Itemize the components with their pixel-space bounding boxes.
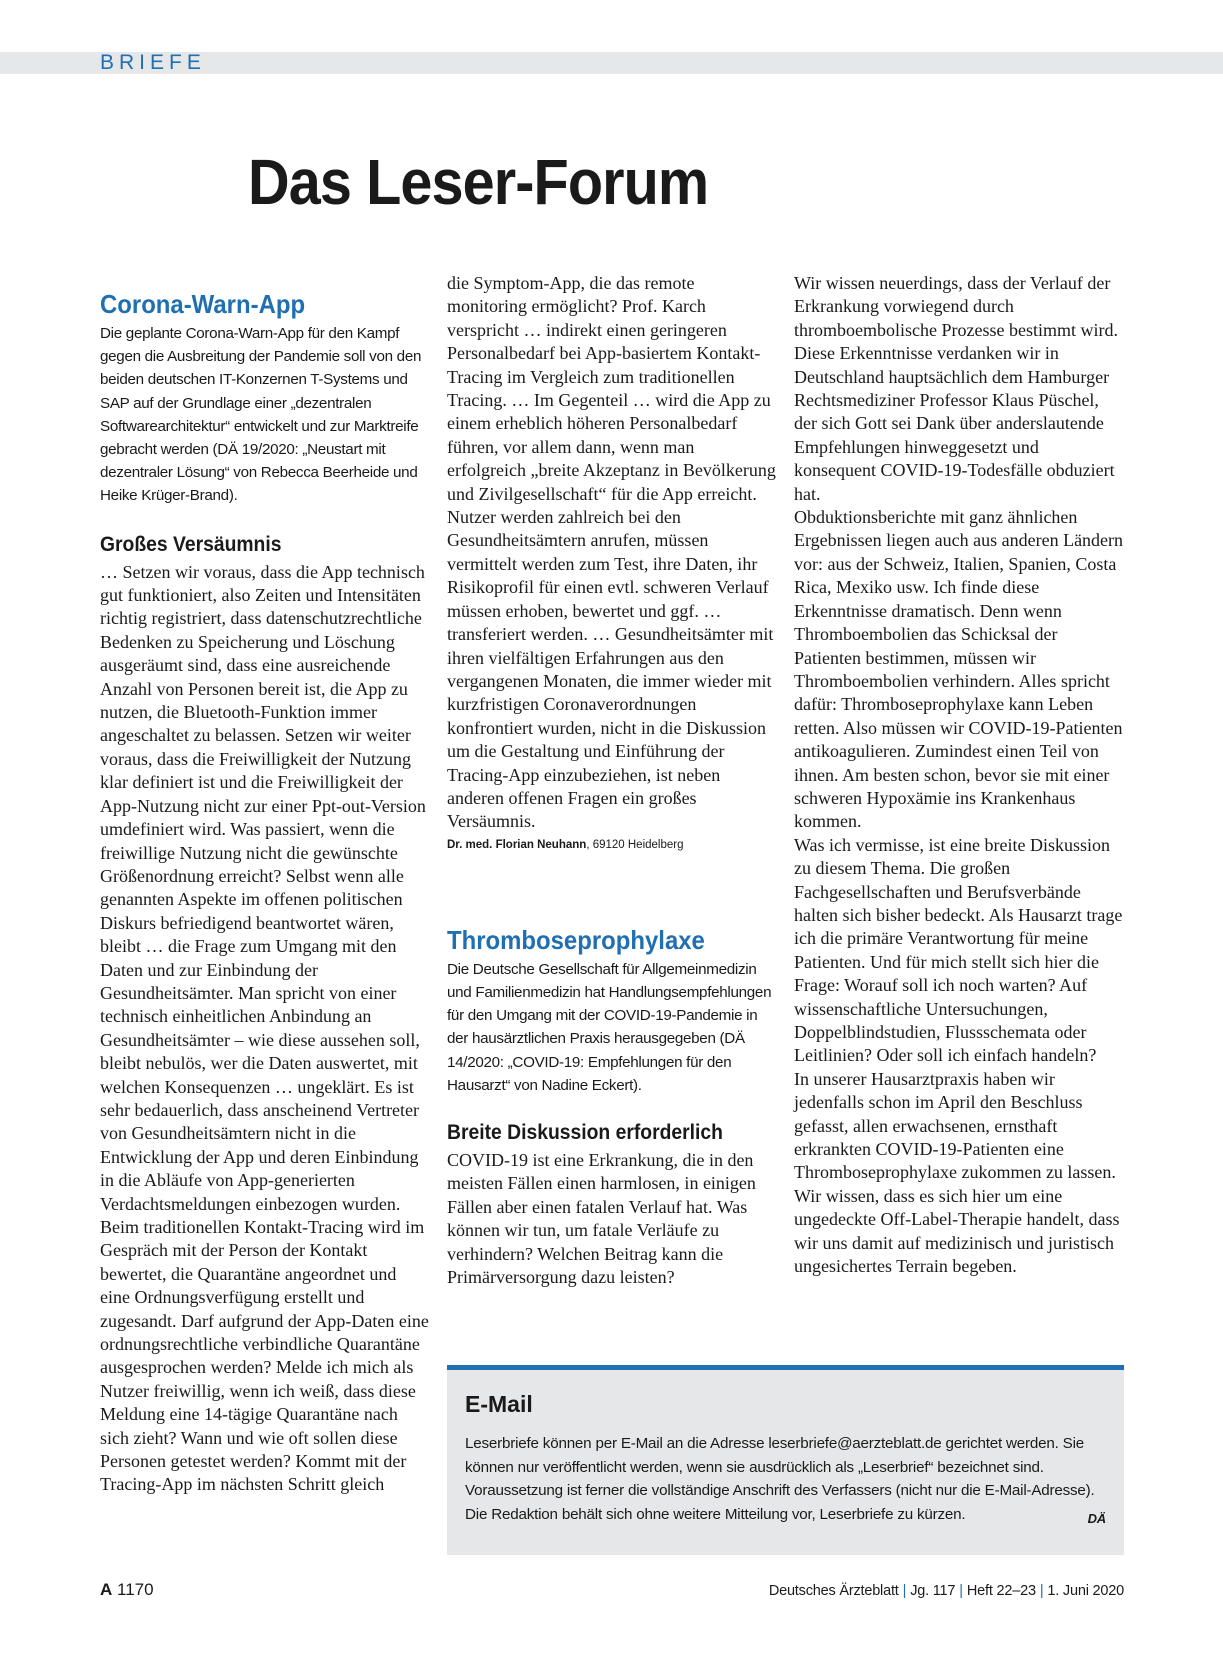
section-label: BRIEFE — [100, 51, 206, 74]
email-box-text — [465, 1432, 1106, 1526]
letter-body: … Setzen wir voraus, dass die App technisch gut funktioniert, also Zeiten und Intensitäten richtig registriert, dass datenschutzrechtliche Bedenken zu Speicherung und Löschung ausgeräumt sind, dass eine ausreichende Anzahl von Personen bereit ist, die App zu nutzen, die Bluetooth-Funktion immer angeschaltet zu belassen. Setzen wir weiter voraus, dass die Freiwilligkeit der Nutzung klar definiert ist und die Freiwilligkeit der App-Nutzung nicht zur einer Ppt-out-Version umdefiniert wird. Was passiert, wenn die freiwillige Nutzung nicht die gewünschte Größenordnung erreicht? Selbst wenn alle genannten Aspekte im offenen politischen Diskurs befriedigend beantwortet wären, bleibt … die Frage zum Umgang mit den Daten und zur Einbindung der Gesundheitsämter. Man spricht von einer technisch einheitlichen Anbindung an Gesundheitsämter – wie diese aussehen soll, bleibt nebulös, wer die Daten auswertet, mit welchen Konsequenzen … ungeklärt. Es ist sehr bedauerlich, dass anscheinend Vertreter von Gesundheitsämtern nicht in die Entwicklung der App und deren Einbindung in die Abläufe von App-generierten Verdachtsmeldungen einbezogen wurden. Beim traditionellen Kontakt-Tracing wird im Gespräch mit der Person der Kontakt bewertet, die Quarantäne angeordnet und eine Ordnungsverfügung erstellt und zugesandt. Darf aufgrund der App-Daten eine ordnungsrechtliche verbindliche Quarantäne ausgesprochen werden? Melde ich mich als Nutzer freiwillig, wenn ich weiß, dass diese Meldung eine 14-tägige Quarantäne nach sich zieht? Wann und wie oft sollen diese Personen getestet werden? Kommt mit der Tracing-App im nächsten Schritt gleich — [100, 561, 429, 1495]
page-number-value: 1170 — [117, 1580, 154, 1599]
page-number — [100, 1580, 154, 1600]
article-topic-thromboseprophylaxe: Thromboseprophylaxe — [447, 924, 705, 955]
email-box-title: E-Mail — [465, 1391, 533, 1417]
separator: | — [1039, 1583, 1044, 1599]
letter-headline: Großes Versäumnis — [100, 532, 282, 556]
letter-paragraph: Wir wissen, dass es sich hier um eine ungedeckte Off-Label-Therapie handelt, dass wir uns damit auf medizinisch und juristisch ungesichertes Terrain begeben. — [794, 1185, 1120, 1277]
letter-body: COVID-19 ist eine Erkrankung, die in den meisten Fällen einen harmlosen, in einigen Fällen aber einen fatalen Verlauf hat. Was können wir tun, um fatale Verläufe zu verhindern? Welchen Beitrag kann die Primärversorgung dazu leisten? — [447, 1149, 756, 1287]
journal-issue: Heft 22–23 — [966, 1583, 1036, 1599]
column-1 — [100, 288, 430, 1497]
letter-paragraph: In unserer Hausarztpraxis haben wir jedenfalls schon im April den Beschluss gefasst, allen erwachsenen, ernsthaft erkrankten COVID-19-Patienten eine Thromboseprophylaxe zukommen zu lassen. — [794, 1068, 1116, 1183]
journal-volume: Jg. 117 — [910, 1583, 956, 1599]
article-topic-corona-warn-app: Corona-Warn-App — [100, 289, 306, 319]
signature-name: Dr. med. Florian Neuhann — [447, 838, 587, 851]
letter-paragraph: Was ich vermisse, ist eine breite Diskussion zu diesem Thema. Die großen Fachgesellschaften und Berufsverbände halten sich bisher bedeckt. Als Hausarzt trage ich die primäre Verantwortung für meine Patienten. Und für mich stellt sich hier die Frage: Worauf soll ich noch warten? Auf wissenschaftliche Untersuchungen, Doppelblindstudien, Flussschemata oder Leitlinien? Oder soll ich einfach handeln? — [794, 834, 1123, 1066]
letter-signature — [447, 836, 777, 854]
signature-place: , 69120 Heidelberg — [586, 838, 684, 851]
journal-info — [769, 1583, 1124, 1599]
email-box-signature: DÄ — [1087, 1510, 1106, 1526]
letter-paragraph: Obduktionsberichte mit ganz ähnlichen Ergebnissen liegen auch aus anderen Ländern vor: aus der Schweiz, Italien, Spanien, Costa Rica, Mexiko usw. Ich finde diese Erkenntnisse dramatisch. Denn wenn Thromboembolien das Schicksal der Patienten bestimmen, müssen wir Thromboembolien verhindern. Alles spricht dafür: Thromboseprophylaxe kann Leben retten. Also müssen wir COVID-19-Patienten antikoagulieren. Zumindest einen Teil von ihnen. Am besten schon, bevor sie mit einer schweren Hypoxämie ins Krankenhaus kommen. — [794, 507, 1124, 832]
separator: | — [959, 1583, 963, 1599]
page-prefix: A — [100, 1580, 113, 1599]
column-2 — [447, 273, 777, 1289]
journal-name: Deutsches Ärzteblatt — [768, 1583, 899, 1599]
column-3 — [794, 273, 1124, 1278]
letter-headline: Breite Diskussion erforderlich — [447, 1120, 723, 1144]
article-intro: Die Deutsche Gesellschaft für Allgemeinmedizin und Familienmedizin hat Handlungsempfehlungen für den Umgang mit der COVID-19-Pandemie in der hausärztlichen Praxis herausgegeben (DÄ 14/2020: „COVID-19: Empfehlungen für den Hausarzt“ von Nadine Eckert). — [447, 960, 772, 1094]
journal-date: 1. Juni 2020 — [1047, 1583, 1124, 1599]
letter-paragraph: Wir wissen neuerdings, dass der Verlauf der Erkrankung vorwiegend durch thromboembolische Prozesse bestimmt wird. Diese Erkenntnisse verdanken wir in Deutschland hauptsächlich dem Hamburger Rechtsmediziner Professor Klaus Püschel, der sich Gott sei Dank über anderslautende Empfehlungen hinweggesetzt und konsequent COVID-19-Todesfälle obduziert hat. — [794, 273, 1118, 504]
page-title: Das Leser-Forum — [248, 146, 709, 218]
article-intro: Die geplante Corona-Warn-App für den Kampf gegen die Ausbreitung der Pandemie soll von den beiden deutschen IT-Konzernen T-Systems und SAP auf der Grundlage einer „dezentralen Softwarearchitektur“ entwickelt und zur Marktreife gebracht werden (DÄ 19/2020: „Neustart mit dezentraler Lösung“ von Rebecca Beerheide und Heike Krüger-Brand). — [100, 325, 422, 505]
separator: | — [902, 1583, 907, 1599]
letter-body-continued: die Symptom-App, die das remote monitoring ermöglicht? Prof. Karch verspricht … indirekt einen geringeren Personalbedarf bei App-basiertem Kontakt-Tracing im Vergleich zum traditionellen Tracing. … Im Gegenteil … wird die App zu einem erheblich höheren Personalbedarf führen, vor allem dann, wenn man erfolgreich „breite Akzeptanz in Bevölkerung und Zivilgesellschaft“ für die App erreicht. Nutzer werden zahlreich bei den Gesundheitsämtern anrufen, müssen vermittelt werden zum Test, ihre Daten, ihr Risikoprofil für einen evtl. schweren Verlauf müssen erhoben, bewertet und ggf. … transferiert werden. … Gesundheitsämter mit ihren vielfältigen Erfahrungen aus den vergangenen Monaten, die immer wieder mit kurzfristigen Coronaverordnungen konfrontiert wurden, nicht in die Diskussion um die Gestaltung und Einführung der Tracing-App einzubeziehen, ist neben anderen offenen Fragen ein großes Versäumnis. — [447, 273, 776, 832]
email-box-body: Leserbriefe können per E-Mail an die Adresse leserbriefe@aerzteblatt.de gerichtet werden. Sie können nur veröffentlicht werden, wenn sie ausdrücklich als „Leserbrief“ bezeichnet sind. Voraussetzung ist ferner die vollständige Anschrift des Verfassers (nicht nur die E-Mail-Adresse). Die Redaktion behält sich ohne weitere Mitteilung vor, Leserbriefe zu kürzen. — [465, 1435, 1095, 1523]
email-info-box — [447, 1365, 1124, 1555]
